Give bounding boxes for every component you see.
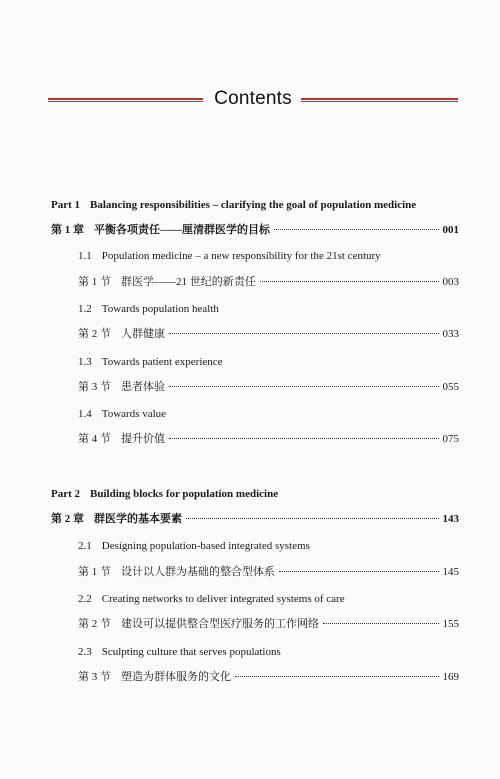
section-en-line bbox=[78, 407, 459, 421]
section-en-line bbox=[78, 302, 459, 316]
section-en-line bbox=[78, 539, 459, 553]
section-label: 第 1 节 bbox=[78, 276, 111, 288]
toc-section-row[interactable] bbox=[78, 275, 459, 289]
chapter-label-group bbox=[51, 223, 270, 237]
dot-leader bbox=[169, 386, 439, 387]
section-number: 1.3 bbox=[78, 356, 92, 368]
section-number: 1.1 bbox=[78, 250, 92, 262]
section-label-group bbox=[78, 617, 319, 631]
section-label-group bbox=[78, 565, 275, 579]
section-en-line bbox=[78, 249, 459, 263]
page-number: 169 bbox=[442, 671, 459, 683]
chapter-title: 群医学的基本要素 bbox=[94, 513, 182, 525]
section-label-group bbox=[78, 327, 165, 341]
section-title-zh: 提升价值 bbox=[121, 433, 165, 445]
toc-section-row[interactable] bbox=[78, 327, 459, 341]
toc-chapter-row[interactable] bbox=[51, 512, 459, 526]
toc-chapter-row[interactable] bbox=[51, 223, 459, 237]
section-label: 第 4 节 bbox=[78, 433, 111, 445]
page-number: 055 bbox=[442, 381, 459, 393]
part-label: Part 1 bbox=[51, 199, 81, 211]
toc-section-row[interactable] bbox=[78, 565, 459, 579]
section-title-zh: 设计以人群为基础的整合型体系 bbox=[121, 566, 275, 578]
chapter-label: 第 2 章 bbox=[51, 513, 84, 525]
part-title: Building blocks for population medicine bbox=[90, 488, 279, 500]
section-number: 1.2 bbox=[78, 303, 92, 315]
chapter-label-group bbox=[51, 512, 182, 526]
part-heading bbox=[51, 487, 459, 501]
header-rule-right bbox=[301, 98, 458, 103]
page-number: 155 bbox=[442, 618, 459, 630]
section-title-zh: 建设可以提供整合型医疗服务的工作网络 bbox=[121, 618, 319, 630]
toc-section-row[interactable] bbox=[78, 617, 459, 631]
dot-leader bbox=[186, 518, 439, 519]
dot-leader bbox=[235, 676, 439, 677]
section-title-zh: 塑造为群体服务的文化 bbox=[121, 671, 231, 683]
section-title-en: Towards patient experience bbox=[101, 356, 223, 368]
section-number: 2.1 bbox=[78, 540, 92, 552]
section-label-group bbox=[78, 275, 256, 289]
header-rule-left bbox=[48, 98, 203, 103]
page-number: 145 bbox=[442, 566, 459, 578]
chapter-title: 平衡各项责任——厘清群医学的目标 bbox=[94, 224, 270, 236]
dot-leader bbox=[169, 438, 439, 439]
page-title: Contents bbox=[214, 88, 292, 109]
section-number: 2.3 bbox=[78, 646, 92, 658]
dot-leader bbox=[260, 281, 439, 282]
section-en-line bbox=[78, 355, 459, 369]
section-label: 第 3 节 bbox=[78, 381, 111, 393]
section-title-zh: 患者体验 bbox=[121, 381, 165, 393]
page-number: 003 bbox=[442, 276, 459, 288]
section-number: 1.4 bbox=[78, 408, 92, 420]
section-title-en: Population medicine – a new responsibility for the 21st century bbox=[101, 250, 381, 262]
section-label: 第 1 节 bbox=[78, 566, 111, 578]
section-label: 第 2 节 bbox=[78, 328, 111, 340]
section-number: 2.2 bbox=[78, 593, 92, 605]
section-title-en: Towards value bbox=[101, 408, 167, 420]
section-title-en: Sculpting culture that serves populations bbox=[101, 646, 281, 658]
dot-leader bbox=[169, 333, 439, 334]
dot-leader bbox=[323, 623, 439, 624]
toc-section-row[interactable] bbox=[78, 432, 459, 446]
contents-header bbox=[48, 88, 458, 114]
dot-leader bbox=[279, 571, 439, 572]
toc-section-row[interactable] bbox=[78, 380, 459, 394]
part-label: Part 2 bbox=[51, 488, 81, 500]
page-number: 075 bbox=[442, 433, 459, 445]
section-label-group bbox=[78, 380, 165, 394]
part-heading bbox=[51, 198, 459, 212]
page-number: 033 bbox=[442, 328, 459, 340]
part-title: Balancing responsibilities – clarifying the goal of population medicine bbox=[90, 199, 417, 211]
section-en-line bbox=[78, 645, 459, 659]
section-en-line bbox=[78, 592, 459, 606]
section-title-en: Towards population health bbox=[101, 303, 219, 315]
section-label-group bbox=[78, 432, 165, 446]
toc-section-row[interactable] bbox=[78, 670, 459, 684]
section-label: 第 3 节 bbox=[78, 671, 111, 683]
section-label: 第 2 节 bbox=[78, 618, 111, 630]
section-title-en: Designing population-based integrated systems bbox=[101, 540, 310, 552]
page-number: 001 bbox=[442, 224, 459, 236]
section-title-zh: 群医学——21 世纪的新责任 bbox=[121, 276, 256, 288]
chapter-label: 第 1 章 bbox=[51, 224, 84, 236]
section-title-zh: 人群健康 bbox=[121, 328, 165, 340]
section-label-group bbox=[78, 670, 231, 684]
page-number: 143 bbox=[442, 513, 459, 525]
section-title-en: Creating networks to deliver integrated systems of care bbox=[101, 593, 345, 605]
dot-leader bbox=[274, 229, 439, 230]
